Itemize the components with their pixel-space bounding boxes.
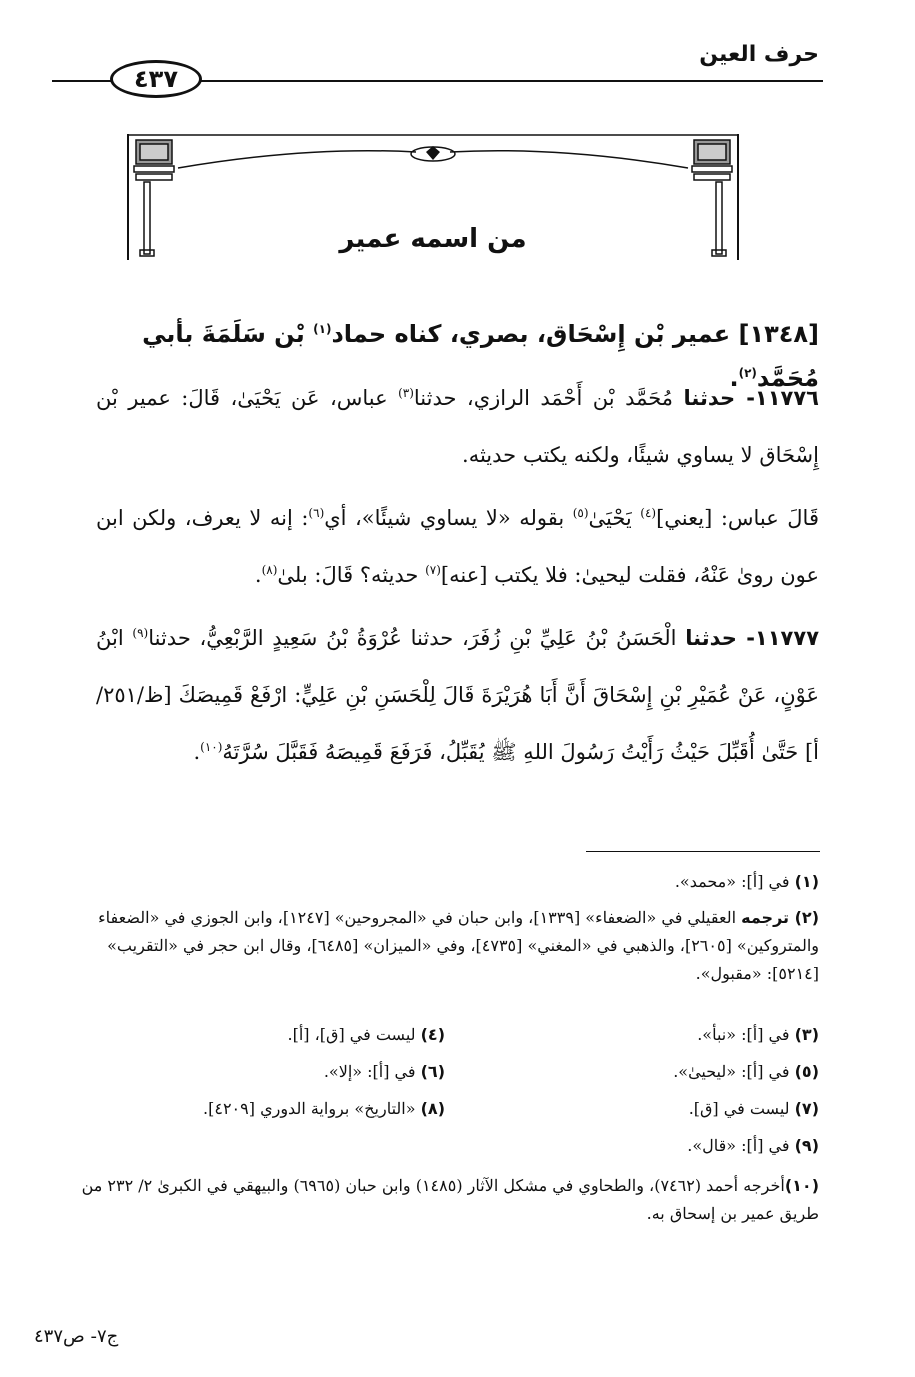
paragraph-text: يَحْيَىٰ	[588, 506, 641, 530]
footnote-4	[65, 1021, 445, 1049]
footnote-text: العقيلي في «الضعفاء» [١٣٣٩]، وابن حبان في «المجروحين» [١٢٤٧]، وابن الجوزي في «الضعفاء والمتروكين» [٢٦٠٥]، والذهبي في «المغني» [٤٧٣٥]، وفي «الميزان» [٦٤٨٥]، وقال ابن حجر في «التقريب» [٥٢١٤]: «مقبول».	[98, 908, 819, 983]
paragraph-text: .	[193, 740, 201, 764]
footnote-ref[interactable]: (٩)	[132, 626, 149, 640]
paragraph-text: عباس، عَن يَحْيَىٰ، قَالَ: عمير بْن إِسْحَاق لا يساوي شيئًا، ولكنه يكتب حديثه.	[96, 386, 819, 467]
footnote-separator	[586, 851, 820, 852]
footnote-keyword: ترجمه	[741, 908, 795, 927]
footnote-text: ليست في [ق]، [أ].	[287, 1025, 421, 1044]
footnote-text: في [أ]: «محمد».	[674, 872, 795, 891]
footnote-8	[65, 1095, 445, 1123]
paragraph-text: ابْنُ عَوْنٍ، عَنْ عُمَيْرِ بْنِ إِسْحَاقَ أَنَّ أَبَا هُرَيْرَةَ قَالَ لِلْحَسَنِ بْنِ عَلِيٍّ: ارْفَعْ قَمِيصَكَ [ظ/٢٥١/أ] حَتَّىٰ أُقَبِّلَ حَيْثُ رَأَيْتُ رَسُولَ اللهِ ﷺ يُقَبِّلُ، فَرَفَعَ قَمِيصَهُ فَقَبَّلَ سُرَّتَهُ	[96, 626, 819, 764]
footnote-5	[519, 1058, 819, 1086]
commentary-paragraph	[96, 490, 819, 604]
paragraph-text: قَالَ عباس: [يعني]	[656, 506, 819, 530]
footnote-2	[52, 904, 819, 988]
footnote-text: «التاريخ» برواية الدوري [٤٢٠٩].	[203, 1099, 421, 1118]
footnote-text: في [أ]: «نبأ».	[697, 1025, 795, 1044]
narration-marker: حدثنا	[685, 626, 737, 650]
footnote-text: أخرجه أحمد (٧٤٦٢)، والطحاوي في مشكل الآثار (١٤٨٥) وابن حبان (٦٩٦٥) والبيهقي في الكبرىٰ ٢/ ٢٣٢ من طريق عمير بن إسحاق به.	[81, 1176, 819, 1223]
paragraph-text: حديثه؟ قَالَ: بلىٰ	[277, 563, 426, 587]
footnote-ref[interactable]: (٨)	[261, 563, 278, 577]
footnote-ref[interactable]: (١)	[313, 322, 332, 336]
narration-marker: حدثنا	[683, 386, 736, 410]
footnote-number: (١)	[794, 872, 819, 891]
footnote-text: في [أ]: «ليحيىٰ».	[673, 1062, 795, 1081]
entry-heading-end: .	[729, 364, 739, 392]
paragraph-text: بقوله «لا يساوي شيئًا»، أي	[324, 506, 573, 530]
footnote-9	[52, 1132, 819, 1160]
running-head: حرف العين	[699, 42, 819, 67]
volume-page-footer: ج٧- ص٤٣٧	[34, 1326, 119, 1347]
footnote-ref[interactable]: (٧)	[425, 563, 441, 577]
footnote-7	[519, 1095, 819, 1123]
footnote-number: (٩)	[794, 1136, 819, 1155]
footnote-ref[interactable]: (٥)	[572, 506, 589, 520]
footnote-number: (٧)	[794, 1099, 819, 1118]
section-title: من اسمه عمير	[339, 224, 527, 254]
footnote-text: ليست في [ق].	[688, 1099, 795, 1118]
entry-heading-mid: بْن سَلَمَةَ بأبي مُحَمَّد	[142, 320, 819, 392]
footnote-6	[65, 1058, 445, 1086]
page-number: ٤٣٧	[134, 65, 178, 93]
footnote-ref[interactable]: (٢)	[738, 366, 757, 380]
footnote-number: (١٠)	[784, 1176, 819, 1195]
hadith-number: ١١٧٧٦-	[735, 386, 819, 410]
footnote-number: (٥)	[794, 1062, 819, 1081]
footnote-number: (٨)	[420, 1099, 445, 1118]
page-number-oval	[110, 60, 202, 98]
footnote-3	[519, 1021, 819, 1049]
paragraph-text: .	[254, 563, 262, 587]
paragraph-text: الْحَسَنُ بْنُ عَلِيِّ بْنِ زُفَرَ، حدثنا عُرْوَةُ بْنُ سَعِيدٍ الرَّبْعِيُّ، حدثنا	[148, 626, 686, 650]
entry-heading-main: [١٣٤٨] عمير بْن إِسْحَاق، بصري، كناه حماد	[331, 320, 819, 348]
paragraph-text: مُحَمَّد بْن أَحْمَد الرازي، حدثنا	[413, 386, 684, 410]
footnote-number: (٦)	[420, 1062, 445, 1081]
footnote-number: (٣)	[794, 1025, 819, 1044]
footnote-ref[interactable]: (١٠)	[200, 740, 223, 754]
footnote-text: في [أ]: «قال».	[687, 1136, 795, 1155]
footnote-number: (٢)	[794, 908, 819, 927]
footnote-1	[52, 868, 819, 896]
footnote-10	[52, 1172, 819, 1228]
footnote-number: (٤)	[420, 1025, 445, 1044]
footnote-ref[interactable]: (٦)	[308, 506, 325, 520]
hadith-number: ١١٧٧٧-	[736, 626, 820, 650]
paragraph-text: : إنه لا يعرف، ولكن ابن عون روىٰ عَنْهُ، فقلت ليحيىٰ: فلا يكتب [عنه]	[96, 506, 819, 587]
footnote-ref[interactable]: (٣)	[398, 386, 414, 400]
hadith-paragraph-11777	[96, 610, 819, 781]
footnote-text: في [أ]: «إلا».	[323, 1062, 421, 1081]
footnote-ref[interactable]: (٤)	[640, 506, 657, 520]
hadith-paragraph-11776	[96, 370, 819, 484]
